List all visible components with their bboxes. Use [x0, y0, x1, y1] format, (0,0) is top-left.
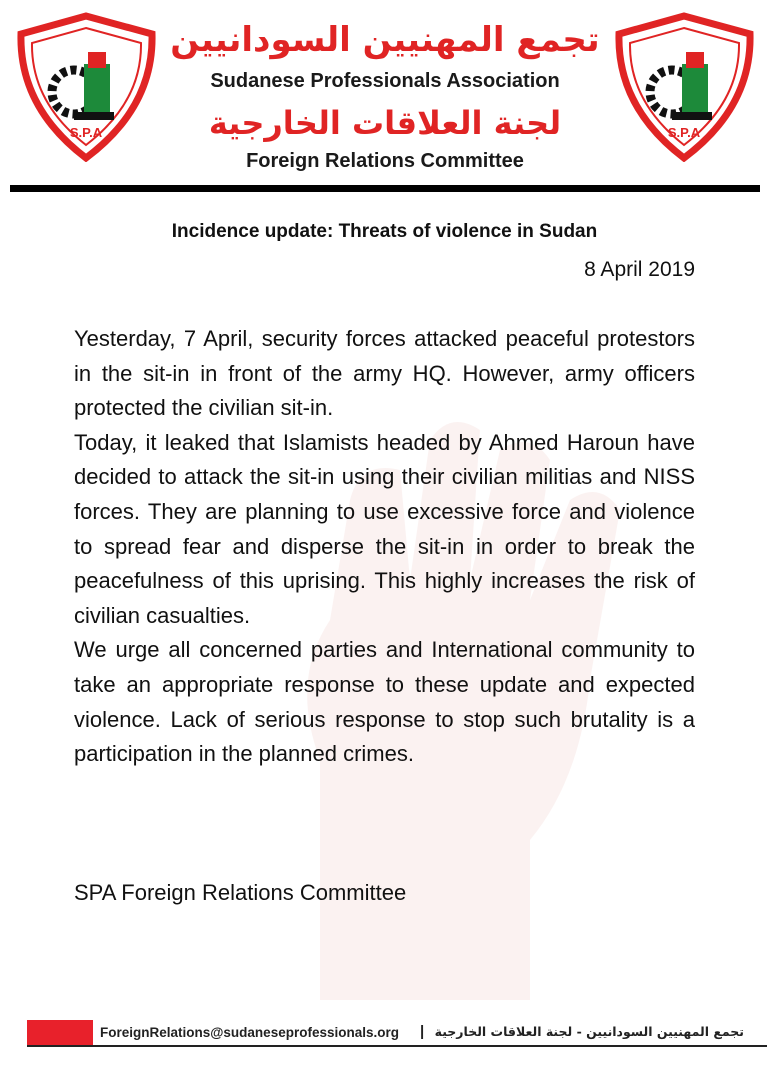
document-title: Incidence update: Threats of violence in Sudan [171, 221, 598, 242]
footer-red-bar [27, 1020, 93, 1047]
svg-text:S.P.A: S.P.A [667, 125, 701, 140]
paragraph: Today, it leaked that Islamists headed by Ahmed Haroun have decided to attack the sit-in using their civilian militias and NISS forces. They are planning to use excessive force and violence to spread fear and disperse the sit-in in order to break the peacefulness of this uprising. This highly increases the risk of civilian casualties. [74, 429, 695, 628]
spa-logo-icon [14, 12, 159, 162]
svg-text:S.P.A: S.P.A [69, 125, 103, 140]
signature: SPA Foreign Relations Committee [74, 880, 407, 905]
document-body [74, 322, 695, 772]
english-title: Sudanese Professionals Association [210, 70, 560, 92]
footer-arabic-text: تجمع المهنيين السودانيين - لجنة العلاقات الخارجية [434, 1024, 744, 1039]
footer-line [27, 1045, 767, 1047]
spa-logo-icon [612, 12, 757, 162]
arabic-subtitle: لجنة العلاقات الخارجية [208, 104, 562, 142]
document-date: 8 April 2019 [584, 258, 695, 281]
english-subtitle: Foreign Relations Committee [246, 150, 524, 172]
arabic-title: تجمع المهنيين السودانيين [170, 20, 600, 60]
letterhead [0, 0, 769, 195]
paragraph: Yesterday, 7 April, security forces attacked peaceful protestors in the sit-in in front of the army HQ. However, army officers protected the civilian sit-in. [74, 326, 695, 421]
footer-email-link[interactable]: ForeignRelations@sudaneseprofessionals.org [100, 1025, 399, 1040]
paragraph: We urge all concerned parties and International community to take an appropriate response to these update and expected violence. Lack of serious response to stop such brutality is a participation in the planned crimes. [74, 637, 695, 767]
footer-separator: | [420, 1023, 425, 1040]
header-divider [10, 185, 760, 192]
